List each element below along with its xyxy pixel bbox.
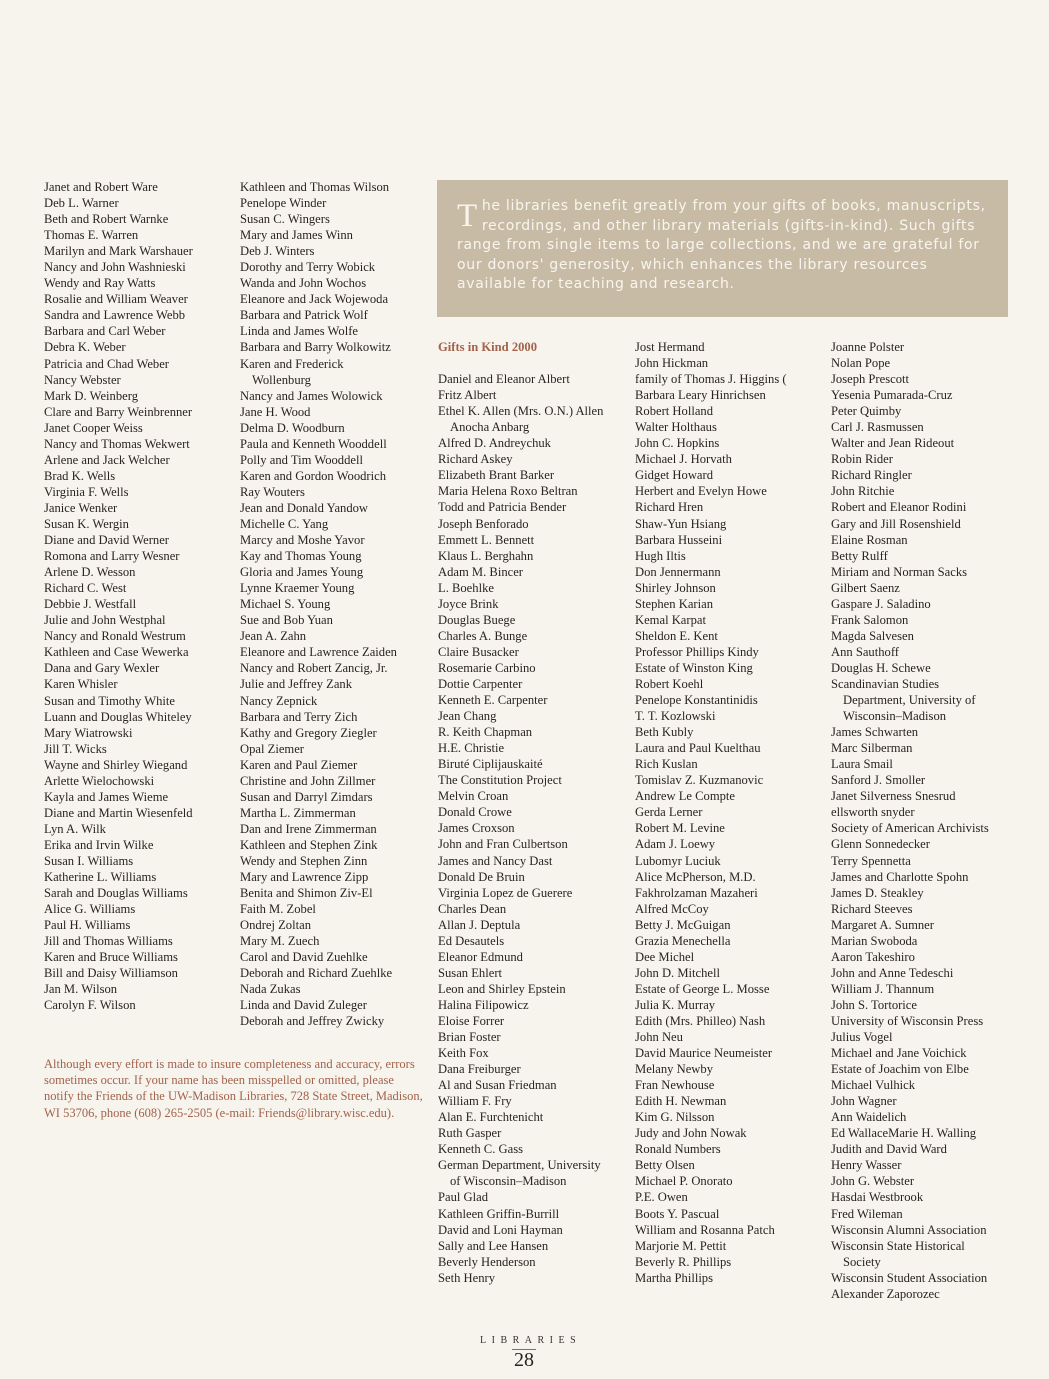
donor-name: John and Fran Culbertson — [438, 837, 568, 852]
donor-name: Paul Glad — [438, 1190, 489, 1205]
donor-name: Carol and David Zuehlke — [240, 950, 368, 965]
donor-name: Claire Busacker — [438, 644, 519, 659]
donor-name: Christine and John Zillmer — [240, 773, 376, 788]
donor-name: Karen and Frederick — [240, 356, 344, 371]
donor-name: Susan K. Wergin — [44, 516, 129, 531]
donor-name: Janet and Robert Ware — [44, 180, 158, 194]
donor-name: Michael and Jane Voichick — [831, 1046, 967, 1061]
donor-name: Walter Holthaus — [635, 420, 717, 435]
donor-name: Marjorie M. Pettit — [635, 1238, 727, 1253]
donor-name: Alice McPherson, M.D. — [635, 869, 756, 884]
donor-name: Karen and Gordon Woodrich — [240, 468, 386, 483]
donor-name: Peter Quimby — [831, 404, 902, 419]
donor-name: Clare and Barry Weinbrenner — [44, 404, 193, 419]
donor-name: John S. Tortorice — [831, 997, 917, 1012]
donor-name: Richard Steeves — [831, 901, 913, 916]
donor-name: Arlette Wielochowski — [44, 773, 155, 788]
donor-name: Alice G. Williams — [44, 902, 136, 917]
donor-name: James Croxson — [438, 821, 515, 836]
donor-name: David and Loni Hayman — [438, 1222, 563, 1237]
donor-name: Jost Hermand — [635, 340, 705, 354]
donor-name: Joseph Prescott — [831, 372, 910, 387]
donor-name: Estate of Joachim von Elbe — [831, 1062, 969, 1077]
donor-name: Ronald Numbers — [635, 1142, 721, 1157]
donor-name: Melany Newby — [635, 1062, 713, 1077]
donor-name: Magda Salvesen — [831, 628, 914, 643]
donor-name: Bill and Daisy Williamson — [44, 966, 178, 981]
donor-name: Ruth Gasper — [438, 1126, 502, 1141]
donor-name: Rosemarie Carbino — [438, 660, 536, 675]
donor-name: John Ritchie — [831, 484, 895, 499]
donor-name: Beth Kubly — [635, 725, 694, 740]
donor-name: Maria Helena Roxo Beltran — [438, 484, 578, 499]
donor-name: Robert M. Levine — [635, 821, 725, 836]
donor-name: Luann and Douglas Whiteley — [44, 709, 192, 724]
donor-name: Michael J. Horvath — [635, 452, 732, 467]
donor-name: Wayne and Shirley Wiegand — [44, 757, 188, 772]
donor-name: Katherine L. Williams — [44, 870, 157, 885]
donor-name: Robert Koehl — [635, 676, 704, 691]
donor-name: H.E. Christie — [438, 741, 505, 756]
donor-name: Sue and Bob Yuan — [240, 613, 333, 628]
donor-name: Arlene and Jack Welcher — [44, 452, 170, 467]
donor-name: James and Charlotte Spohn — [831, 869, 969, 884]
donor-name: Kim G. Nilsson — [635, 1110, 715, 1125]
donor-name: Fred Wileman — [831, 1206, 903, 1221]
donor-name: R. Keith Chapman — [438, 725, 533, 740]
intro-callout-box — [437, 180, 1008, 317]
donor-name: Mary Wiatrowski — [44, 725, 133, 740]
donor-name: Susan C. Wingers — [240, 212, 330, 227]
donor-name: John D. Mitchell — [635, 965, 721, 980]
donor-name: Jill T. Wicks — [44, 741, 107, 756]
donor-name: Stephen Karian — [635, 596, 713, 611]
donor-name: Eleanore and Jack Wojewoda — [240, 292, 389, 307]
donor-name: John Neu — [635, 1030, 683, 1045]
donor-name: Wendy and Ray Watts — [44, 276, 156, 291]
donor-name: Wanda and John Wochos — [240, 276, 367, 291]
donor-name: Romona and Larry Wesner — [44, 549, 180, 564]
donor-name: Charles A. Bunge — [438, 628, 528, 643]
donor-name: Fakhrolzaman Mazaheri — [635, 885, 758, 900]
donor-name: Herbert and Evelyn Howe — [635, 484, 767, 499]
donor-name: Richard C. West — [44, 581, 127, 596]
donor-name: Betty J. McGuigan — [635, 917, 731, 932]
donor-name: Penelope Winder — [240, 196, 327, 211]
donor-name: Daniel and Eleanor Albert — [438, 372, 570, 387]
donor-name: Fritz Albert — [438, 388, 497, 403]
donor-name: Wendy and Stephen Zinn — [240, 853, 368, 868]
donor-name: Robert Holland — [635, 404, 713, 419]
donor-name: Virginia F. Wells — [44, 484, 129, 499]
donor-name: Shirley Johnson — [635, 580, 716, 595]
donor-name: Beth and Robert Warnke — [44, 212, 169, 227]
donor-name: Leon and Shirley Epstein — [438, 981, 566, 996]
donor-name: Melvin Croan — [438, 789, 509, 804]
donor-name: Dana and Gary Wexler — [44, 661, 160, 676]
donor-name: Biruté Ciplijauskaité — [438, 757, 543, 772]
donor-name: Faith M. Zobel — [240, 902, 316, 917]
donor-name: Professor Phillips Kindy — [635, 644, 759, 659]
donor-name: William and Rosanna Patch — [635, 1222, 775, 1237]
donor-list-column-2 — [240, 179, 430, 1029]
donor-name: Ondrej Zoltan — [240, 918, 311, 933]
donor-name: Sheldon E. Kent — [635, 628, 718, 643]
donor-name: Gary and Jill Rosenshield — [831, 516, 961, 531]
donor-name: Mary M. Zuech — [240, 934, 320, 949]
intro-text: he libraries benefit greatly from your gifts of books, manuscripts, recordings, and other library materials (gifts-in-kind). Such gifts range from single items to large collections, and we are grateful for our donors' generosity, which enhances the library resources available for teaching and research. — [457, 198, 986, 293]
donor-name: Diane and Martin Wiesenfeld — [44, 805, 193, 820]
donor-name: Julius Vogel — [831, 1030, 893, 1045]
donor-name: Gerda Lerner — [635, 805, 703, 820]
donor-name: Janet Silverness Snesrud — [831, 789, 956, 804]
donor-name: Wisconsin–Madison — [843, 709, 947, 724]
donor-name: Dana Freiburger — [438, 1062, 521, 1077]
donor-name: Joyce Brink — [438, 596, 499, 611]
donor-name: Don Jennermann — [635, 564, 721, 579]
donor-name: Halina Filipowicz — [438, 997, 529, 1012]
donor-name: Beverly R. Phillips — [635, 1254, 732, 1269]
donor-name: Estate of Winston King — [635, 660, 753, 675]
donor-name: Scandinavian Studies — [831, 676, 940, 691]
donor-name: Betty Rulff — [831, 548, 888, 563]
donor-name: Deb L. Warner — [44, 196, 119, 211]
donor-name: Debra K. Weber — [44, 340, 126, 355]
donor-name: Dee Michel — [635, 949, 695, 964]
donor-name: Polly and Tim Wooddell — [240, 452, 363, 467]
donor-name: Al and Susan Friedman — [438, 1078, 557, 1093]
donor-name: William J. Thannum — [831, 981, 935, 996]
donor-name: Barbara Leary Hinrichsen — [635, 388, 766, 403]
donor-name: Kenneth E. Carpenter — [438, 693, 548, 708]
donor-name: Jan M. Wilson — [44, 982, 118, 997]
donor-name: Henry Wasser — [831, 1158, 902, 1173]
donor-name: Judith and David Ward — [831, 1142, 947, 1157]
donor-name: Ethel K. Allen (Mrs. O.N.) Allen — [438, 404, 604, 419]
donor-name: Robin Rider — [831, 452, 893, 467]
donor-name: Nancy and Ronald Westrum — [44, 629, 186, 644]
donor-name: Fran Newhouse — [635, 1078, 715, 1093]
donor-name: Seth Henry — [438, 1270, 496, 1285]
donor-name: Susan I. Williams — [44, 853, 134, 868]
donor-name: Deb J. Winters — [240, 244, 315, 259]
donor-name: Janice Wenker — [44, 500, 118, 515]
donor-name: German Department, University — [438, 1158, 601, 1173]
donor-name: Linda and David Zuleger — [240, 998, 367, 1013]
donor-name: Edith (Mrs. Philleo) Nash — [635, 1013, 766, 1028]
donor-name: Andrew Le Compte — [635, 789, 736, 804]
donor-name: Donald Crowe — [438, 805, 512, 820]
donor-name: Laura and Paul Kuelthau — [635, 741, 761, 756]
gifts-in-kind-column-1 — [438, 339, 628, 1286]
donor-name: John G. Webster — [831, 1174, 915, 1189]
donor-name: Mary and Lawrence Zipp — [240, 870, 369, 885]
donor-name: T. T. Kozlowski — [635, 709, 716, 724]
donor-name: Klaus L. Berghahn — [438, 548, 534, 563]
donor-name: Paula and Kenneth Wooddell — [240, 436, 387, 451]
donor-name: Wisconsin Student Association — [831, 1270, 988, 1285]
donor-name: John Hickman — [635, 356, 709, 371]
donor-name: family of Thomas J. Higgins ( — [635, 372, 787, 387]
donor-name: Carolyn F. Wilson — [44, 998, 136, 1013]
donor-name: Adam M. Bincer — [438, 564, 523, 579]
donor-name: Alexander Zaporozec — [831, 1286, 940, 1301]
donor-list-column-1 — [44, 179, 234, 1013]
donor-name: Sally and Lee Hansen — [438, 1238, 549, 1253]
donor-name: Julia K. Murray — [635, 997, 716, 1012]
donor-name: Hugh Iltis — [635, 548, 686, 563]
donor-name: Rosalie and William Weaver — [44, 292, 188, 307]
donor-name: Elaine Rosman — [831, 532, 908, 547]
donor-name: Wollenburg — [252, 372, 311, 387]
donor-name: Nancy and Thomas Wekwert — [44, 436, 190, 451]
donor-name: Rich Kuslan — [635, 757, 698, 772]
spacer — [438, 355, 628, 371]
donor-name: Alfred D. Andreychuk — [438, 436, 551, 451]
donor-name: Kayla and James Wieme — [44, 789, 169, 804]
donor-name: Douglas Buege — [438, 612, 516, 627]
donor-name: Society — [843, 1254, 881, 1269]
donor-name: John Wagner — [831, 1094, 897, 1109]
donor-name: Department, University of — [843, 693, 976, 708]
donor-name: Allan J. Deptula — [438, 917, 521, 932]
donor-name: Donald De Bruin — [438, 869, 525, 884]
donor-name: Julie and John Westphal — [44, 613, 166, 628]
donor-name: Sandra and Lawrence Webb — [44, 308, 186, 323]
donor-name: Gaspare J. Saladino — [831, 596, 931, 611]
donor-name: Wisconsin State Historical — [831, 1238, 965, 1253]
donor-name: L. Boehlke — [438, 580, 494, 595]
donor-name: Nancy and Robert Zancig, Jr. — [240, 661, 388, 676]
donor-name: Brad K. Wells — [44, 468, 116, 483]
donor-name: Nancy Zepnick — [240, 693, 318, 708]
donor-name: Lubomyr Luciuk — [635, 853, 721, 868]
donor-name: Barbara Husseini — [635, 532, 723, 547]
donor-name: Linda and James Wolfe — [240, 324, 359, 339]
donor-name: Sarah and Douglas Williams — [44, 886, 188, 901]
donor-name: Glenn Sonnedecker — [831, 837, 930, 852]
donor-name: Dottie Carpenter — [438, 676, 523, 691]
gifts-in-kind-heading: Gifts in Kind 2000 — [438, 340, 538, 354]
donor-name: Terry Spennetta — [831, 853, 911, 868]
donor-name: Ann Waidelich — [831, 1110, 907, 1125]
donor-name: Kenneth C. Gass — [438, 1142, 523, 1157]
donor-name: Brian Foster — [438, 1030, 501, 1045]
donor-name: James D. Steakley — [831, 885, 924, 900]
donor-name: Judy and John Nowak — [635, 1126, 747, 1141]
donor-name: Nolan Pope — [831, 356, 891, 371]
donor-name: Anocha Anbarg — [450, 420, 530, 435]
donor-name: Nancy and James Wolowick — [240, 388, 383, 403]
donor-name: Michael Vulhick — [831, 1078, 915, 1093]
donor-name: Erika and Irvin Wilke — [44, 837, 154, 852]
donor-name: Estate of George L. Mosse — [635, 981, 770, 996]
donor-name: Susan and Timothy White — [44, 693, 175, 708]
donor-name: Michael P. Onorato — [635, 1174, 733, 1189]
donor-name: Nancy Webster — [44, 372, 121, 387]
donor-name: Miriam and Norman Sacks — [831, 564, 968, 579]
donor-name: Diane and David Werner — [44, 533, 169, 548]
donor-name: Margaret A. Sumner — [831, 917, 934, 932]
donor-name: Robert and Eleanor Rodini — [831, 500, 967, 515]
donor-name: Gilbert Saenz — [831, 580, 900, 595]
donor-name: Gloria and James Young — [240, 565, 364, 580]
donor-name: Ann Sauthoff — [831, 644, 899, 659]
donor-name: Kathleen and Case Wewerka — [44, 645, 189, 660]
donor-name: Ed Desautels — [438, 933, 505, 948]
donor-name: Richard Askey — [438, 452, 513, 467]
donor-name: Julie and Jeffrey Zank — [240, 677, 353, 692]
donor-name: Richard Hren — [635, 500, 704, 515]
donor-name: Mark D. Weinberg — [44, 388, 139, 403]
donor-name: Ed WallaceMarie H. Walling — [831, 1126, 977, 1141]
donor-name: Barbara and Carl Weber — [44, 324, 166, 339]
donor-name: Marcy and Moshe Yavor — [240, 533, 365, 548]
donor-name: Jill and Thomas Williams — [44, 934, 173, 949]
donor-name: Sanford J. Smoller — [831, 773, 926, 788]
donor-name: Susan and Darryl Zimdars — [240, 789, 373, 804]
donor-name: University of Wisconsin Press — [831, 1013, 984, 1028]
donor-name: Delma D. Woodburn — [240, 420, 345, 435]
donor-name: Janet Cooper Weiss — [44, 420, 143, 435]
donor-name: Marian Swoboda — [831, 933, 918, 948]
donor-name: Grazia Menechella — [635, 933, 731, 948]
donor-name: Joseph Benforado — [438, 516, 529, 531]
donor-name: Karen and Paul Ziemer — [240, 757, 358, 772]
donor-name: Tomislav Z. Kuzmanovic — [635, 773, 764, 788]
donor-name: Aaron Takeshiro — [831, 949, 915, 964]
donor-name: Nancy and John Washnieski — [44, 260, 186, 275]
donor-name: Karen Whisler — [44, 677, 118, 692]
donor-name: John C. Hopkins — [635, 436, 720, 451]
donor-name: Karen and Bruce Williams — [44, 950, 178, 965]
donor-name: Barbara and Terry Zich — [240, 709, 358, 724]
donor-name: Eloise Forrer — [438, 1013, 505, 1028]
intro-dropcap: T — [457, 198, 478, 234]
donor-name: Mary and James Winn — [240, 228, 353, 243]
donor-name: Laura Smail — [831, 757, 893, 772]
donor-name: Kay and Thomas Young — [240, 549, 362, 564]
donor-name: Charles Dean — [438, 901, 507, 916]
donor-name: Betty Olsen — [635, 1158, 695, 1173]
donor-name: David Maurice Neumeister — [635, 1046, 773, 1061]
donor-name: Lynne Kraemer Young — [240, 581, 355, 596]
donor-name: Debbie J. Westfall — [44, 597, 137, 612]
donor-name: Kemal Karpat — [635, 612, 706, 627]
donor-name: Yesenia Pumarada-Cruz — [831, 388, 953, 403]
donor-name: Keith Fox — [438, 1046, 489, 1061]
donor-name: Alan E. Furchtenicht — [438, 1110, 544, 1125]
donor-name: Paul H. Williams — [44, 918, 131, 933]
donor-name: Richard Ringler — [831, 468, 912, 483]
donor-name: Jean and Donald Yandow — [240, 500, 369, 515]
gifts-in-kind-column-3 — [831, 339, 1021, 1302]
donor-name: Martha Phillips — [635, 1270, 714, 1285]
donor-name: Marc Silberman — [831, 741, 913, 756]
donor-name: Kathleen Griffin-Burrill — [438, 1206, 560, 1221]
donor-name: Michelle C. Yang — [240, 516, 329, 531]
donor-name: James Schwarten — [831, 725, 919, 740]
donor-name: Lyn A. Wilk — [44, 821, 106, 836]
donor-name: Jean A. Zahn — [240, 629, 307, 644]
donor-name: Eleanor Edmund — [438, 949, 523, 964]
donor-name: Deborah and Richard Zuehlke — [240, 966, 393, 981]
donor-name: ellsworth snyder — [831, 805, 915, 820]
donor-name: Ray Wouters — [240, 484, 305, 499]
donor-name: Benita and Shimon Ziv-El — [240, 886, 373, 901]
donor-name: Kathleen and Stephen Zink — [240, 837, 378, 852]
donor-name: Joanne Polster — [831, 340, 905, 354]
donor-name: Jean Chang — [438, 709, 497, 724]
donor-name: Susan Ehlert — [438, 965, 503, 980]
donor-name: Martha L. Zimmerman — [240, 805, 356, 820]
page-number: 28 — [514, 1349, 534, 1371]
donor-name: Nada Zukas — [240, 982, 301, 997]
donor-name: Alfred McCoy — [635, 901, 709, 916]
donor-name: Michael S. Young — [240, 597, 331, 612]
donor-name: William F. Fry — [438, 1094, 512, 1109]
donor-name: Thomas E. Warren — [44, 228, 139, 243]
donor-name: Todd and Patricia Bender — [438, 500, 567, 515]
donor-name: Dorothy and Terry Wobick — [240, 260, 376, 275]
donor-name: of Wisconsin–Madison — [450, 1174, 567, 1189]
donor-name: Carl J. Rasmussen — [831, 420, 924, 435]
donor-name: Dan and Irene Zimmerman — [240, 821, 377, 836]
donor-name: Virginia Lopez de Guerere — [438, 885, 573, 900]
donor-name: Beverly Henderson — [438, 1254, 536, 1269]
donor-name: Kathy and Gregory Ziegler — [240, 725, 377, 740]
donor-name: Douglas H. Schewe — [831, 660, 931, 675]
donor-name: Wisconsin Alumni Association — [831, 1222, 987, 1237]
donor-name: John and Anne Tedeschi — [831, 965, 954, 980]
donor-name: Boots Y. Pascual — [635, 1206, 720, 1221]
donor-name: Barbara and Patrick Wolf — [240, 308, 368, 323]
donor-name: Elizabeth Brant Barker — [438, 468, 555, 483]
donor-name: Jane H. Wood — [240, 404, 311, 419]
donor-name: Arlene D. Wesson — [44, 565, 136, 580]
donor-name: Hasdai Westbrook — [831, 1190, 924, 1205]
footer-section-label: LIBRARIES — [480, 1335, 582, 1346]
donor-name: Walter and Jean Rideout — [831, 436, 955, 451]
donor-name: Gidget Howard — [635, 468, 713, 483]
donor-name: Opal Ziemer — [240, 741, 304, 756]
donor-name: James and Nancy Dast — [438, 853, 553, 868]
donor-name: P.E. Owen — [635, 1190, 688, 1205]
donor-name: Penelope Konstantinidis — [635, 693, 758, 708]
donor-name: Frank Salomon — [831, 612, 909, 627]
donor-name: Deborah and Jeffrey Zwicky — [240, 1014, 385, 1029]
donor-name: Edith H. Newman — [635, 1094, 727, 1109]
gifts-in-kind-column-2 — [635, 339, 825, 1286]
donor-name: The Constitution Project — [438, 773, 562, 788]
donor-name: Barbara and Barry Wolkowitz — [240, 340, 391, 355]
donor-name: Marilyn and Mark Warshauer — [44, 244, 193, 259]
disclaimer-note: Although every effort is made to insure completeness and accuracy, errors sometimes occur. If your name has been misspelled or omitted, please notify the Friends of the UW-Madison Libraries, 728 State Street, Madison, WI 53706, phone (608) 265-2505 (e-mail: Friends@library.wisc.edu). — [44, 1057, 423, 1120]
donor-name: Eleanore and Lawrence Zaiden — [240, 645, 397, 660]
donor-name: Kathleen and Thomas Wilson — [240, 180, 390, 194]
donor-name: Adam J. Loewy — [635, 837, 716, 852]
donor-name: Patricia and Chad Weber — [44, 356, 169, 371]
donor-name: Shaw-Yun Hsiang — [635, 516, 727, 531]
donor-name: Emmett L. Bennett — [438, 532, 535, 547]
donor-name: Society of American Archivists — [831, 821, 989, 836]
